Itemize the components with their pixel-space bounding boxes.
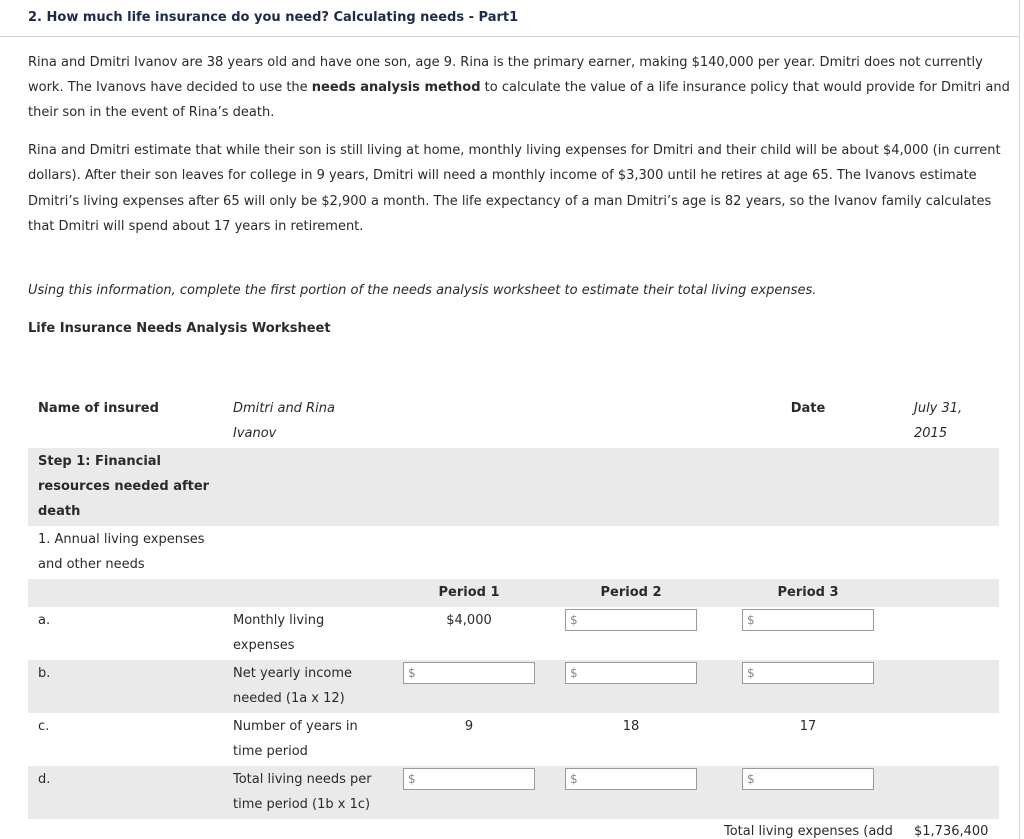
period-3-header: Period 3	[777, 585, 839, 600]
row-letter: a.	[38, 613, 51, 628]
worksheet-title: Life Insurance Needs Analysis Worksheet	[28, 321, 331, 336]
dollar-sign: $	[408, 772, 416, 786]
row-b-net-yearly-income	[28, 660, 999, 713]
monthly-expenses-period-2-input[interactable]	[578, 610, 696, 630]
row-letter: c.	[38, 719, 50, 734]
name-of-insured-value: Dmitri and Rina Ivanov	[233, 401, 335, 441]
needs-analysis-worksheet	[28, 395, 999, 839]
total-needs-period-3-cell	[719, 767, 897, 819]
row-a-monthly-living-expenses	[28, 607, 999, 660]
total-living-expenses-row	[28, 819, 999, 839]
paragraph-1-text-before: Rina and Dmitri Ivanov are 38 years old and have one son, age 9. Rina is the primary earner, making $140,000 per year. Dmitri does not currently work. The Ivanovs have decided to use the	[28, 55, 983, 95]
question-title: 2. How much life insurance do you need? Calculating needs - Part1	[28, 10, 519, 25]
dollar-sign: $	[747, 666, 755, 680]
total-needs-period-3-field	[742, 768, 874, 790]
yearly-income-period-1-field	[403, 662, 535, 684]
scenario-paragraph-1	[28, 50, 1018, 125]
row-label: Total living needs per time period (1b x 1c)	[233, 772, 372, 812]
total-needs-period-1-field	[403, 768, 535, 790]
monthly-expenses-period-3-cell	[719, 608, 897, 660]
row-letter: b.	[38, 666, 51, 681]
dollar-sign: $	[747, 613, 755, 627]
total-needs-period-2-field	[565, 768, 697, 790]
yearly-income-period-2-field	[565, 662, 697, 684]
monthly-expenses-period-2-field	[565, 609, 697, 631]
total-needs-period-1-input[interactable]	[416, 769, 534, 789]
row-label: Monthly living expenses	[233, 613, 325, 653]
title-divider	[0, 36, 1019, 37]
period-2-header: Period 2	[600, 585, 662, 600]
total-living-expenses-label: Total living expenses (add	[724, 824, 893, 839]
name-of-insured-label: Name of insured	[38, 401, 159, 416]
needs-analysis-method-term: needs analysis method	[311, 80, 481, 95]
total-needs-period-2-cell	[543, 767, 719, 819]
step-1-heading: Step 1: Financial resources needed after death	[38, 454, 210, 519]
name-of-insured-row	[28, 395, 999, 448]
yearly-income-period-3-input[interactable]	[755, 663, 873, 683]
dollar-sign: $	[570, 772, 578, 786]
monthly-expenses-period-2-cell	[543, 608, 719, 660]
date-label: Date	[790, 401, 826, 416]
years-period-2-value: 18	[622, 719, 640, 734]
monthly-expenses-period-3-field	[742, 609, 874, 631]
total-needs-period-1-cell	[395, 767, 543, 819]
monthly-expenses-period-1-value: $4,000	[446, 613, 492, 628]
dollar-sign: $	[408, 666, 416, 680]
row-c-number-of-years	[28, 713, 999, 766]
section-1-label: 1. Annual living expenses and other needs	[38, 532, 205, 572]
yearly-income-period-1-input[interactable]	[416, 663, 534, 683]
yearly-income-period-2-input[interactable]	[578, 663, 696, 683]
yearly-income-period-3-cell	[719, 661, 897, 713]
instruction-text: Using this information, complete the first portion of the needs analysis worksheet to estimate their total living expenses.	[28, 283, 817, 298]
paragraph-1-text-after: to calculate the value of a life insurance policy that would provide for Dmitri and their son in the event of Rina’s death.	[28, 80, 1010, 120]
row-label: Net yearly income needed (1a x 12)	[233, 666, 353, 706]
total-needs-period-2-input[interactable]	[578, 769, 696, 789]
total-needs-period-3-input[interactable]	[755, 769, 873, 789]
total-living-expenses-value: $1,736,400	[914, 824, 989, 839]
yearly-income-period-3-field	[742, 662, 874, 684]
years-period-1-value: 9	[464, 719, 474, 734]
scenario-paragraph-2: Rina and Dmitri estimate that while their son is still living at home, monthly living expenses for Dmitri and their child will be about $4,000 (in current dollars). After their son leaves for college in 9 years, Dmitri will need a monthly income of $3,300 until he retires at age 65. The Ivanovs estimate Dmitri’s living expenses after 65 will only be $2,900 a month. The life expectancy of a man Dmitri’s age is 82 years, so the Ivanov family calculates that Dmitri will spend about 17 years in retirement.	[28, 143, 1001, 234]
period-header-row	[28, 579, 999, 607]
row-letter: d.	[38, 772, 51, 787]
dollar-sign: $	[570, 666, 578, 680]
dollar-sign: $	[570, 613, 578, 627]
dollar-sign: $	[747, 772, 755, 786]
date-value: July 31, 2015	[914, 401, 963, 441]
yearly-income-period-1-cell	[395, 661, 543, 713]
step-1-row	[28, 448, 999, 526]
row-label: Number of years in time period	[233, 719, 358, 759]
section-1-row	[28, 526, 999, 579]
period-1-header: Period 1	[438, 585, 500, 600]
yearly-income-period-2-cell	[543, 661, 719, 713]
row-d-total-living-needs	[28, 766, 999, 819]
monthly-expenses-period-3-input[interactable]	[755, 610, 873, 630]
years-period-3-value: 17	[799, 719, 817, 734]
